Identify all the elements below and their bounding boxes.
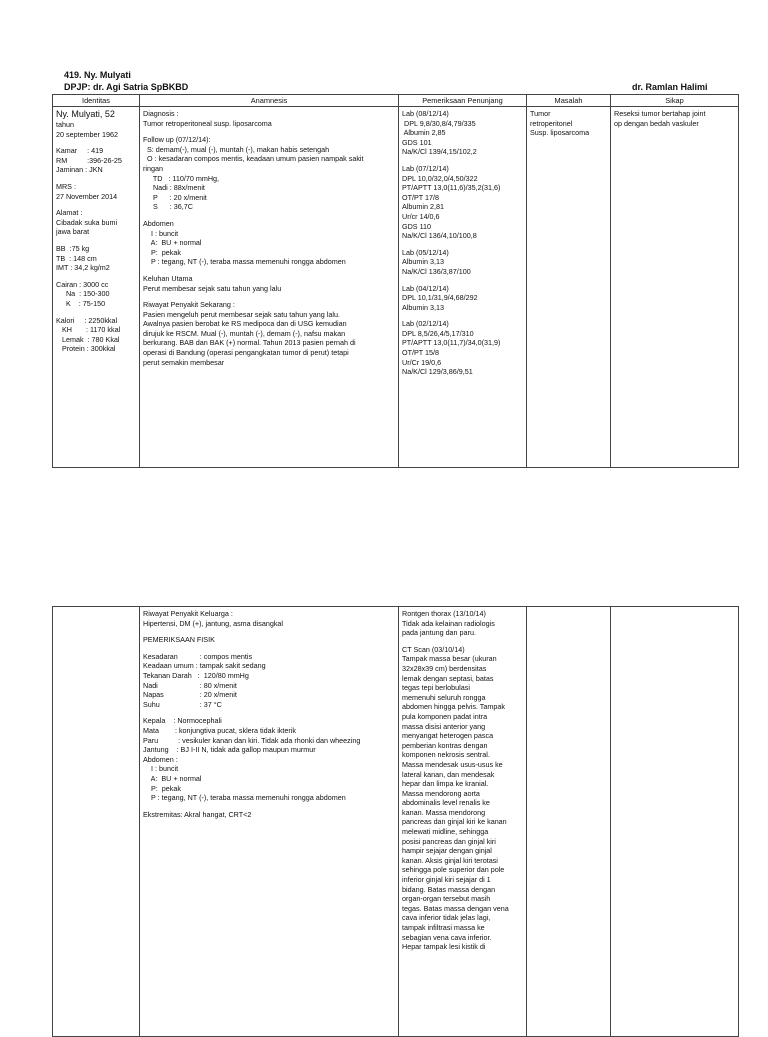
col-penunjang: Pemeriksaan Penunjang [399,95,527,107]
col-sikap: Sikap [611,95,739,107]
text-line: Na/K/Cl 129/3,86/9,51 [402,367,473,377]
text-line: tegas tepi berlobulasi [402,683,470,693]
text-line: Suhu : 37 °C [143,699,222,709]
text-line [143,709,395,716]
text-line: GDS 110 [402,221,432,231]
text-line [143,628,395,635]
text-line: Susp. liposarcoma [530,128,590,138]
text-line: abdomen hingga pelvis. Tampak [402,702,505,712]
text-line: tegas. Batas massa dengan vena [402,903,509,913]
text-line: melewati midline, sehingga [402,827,489,837]
text-line: Albumin 3,13 [402,302,444,312]
text-line: dirujuk ke RSCM. Mual (-), muntah (-), demam (-), nafsu makan [143,328,346,338]
text-line: perut semakin membesar [143,357,225,367]
text-line: menyangat heterogen pasca [402,731,494,741]
text-line [56,175,136,182]
text-line: Rontgen thorax (13/10/14) [402,609,486,618]
text-line: DPL 8,5/26,4/5,17/310 [402,328,474,338]
text-line: organ-organ tersebut masih [402,894,491,904]
text-line: S : 36,7C [143,202,193,212]
text-line: posisi pancreas dan ginjal kiri [402,836,496,846]
penunjang-cell-page2 [399,607,527,1037]
text-line: Cairan : 3000 cc [56,279,109,289]
text-line [143,293,395,300]
text-line: memenuhi seluruh rongga [402,692,486,702]
masalah-cell [527,107,611,468]
text-line: Ur/cr 14/0,6 [402,211,440,221]
text-line: lateral kanan, dan mendesak [402,769,495,779]
text-line: Kepala : Normocephali [143,716,222,726]
text-line: retroperitonel [530,118,573,128]
text-line [402,157,523,164]
masalah-cell-page2 [527,607,611,1037]
text-line: Nadi : 80 x/menit [143,680,237,690]
text-line: TB : 148 cm [56,253,97,263]
text-line: Albumin 3,13 [402,257,444,267]
text-line: Kesadaran : compos mentis [143,651,253,661]
text-line: abdominalis level renalis ke [402,798,490,808]
text-line: Lab (05/12/14) [402,247,449,257]
text-line [143,803,395,810]
text-line: Tekanan Darah : 120/80 mmHg [143,670,249,680]
text-line: tampak infiltrasi massa ke [402,923,485,932]
text-line: Riwayat Penyakit Keluarga : [143,609,233,618]
sikap-cell-page2 [611,607,739,1037]
text-line: IMT : 34,2 kg/m2 [56,263,110,273]
text-line: P : tegang, NT (-), teraba massa memenuhi rongga abdomen [143,793,346,803]
text-line: tahun [56,120,74,129]
text-line: O : kesadaran compos mentis, keadaan umum pasien nampak sakit [143,154,364,164]
header-row [53,95,739,107]
text-line: TD : 110/70 mmHg, [143,173,220,183]
text-line: massa disisi anterior yang [402,721,486,731]
text-line [143,212,395,219]
text-line: Na/K/Cl 136/4,10/100,8 [402,231,477,241]
text-line: Albumin 2,85 [402,128,446,138]
text-line [56,309,136,316]
text-line: Kalori : 2250kkal [56,315,118,325]
text-line: RM :396-26-25 [56,155,122,165]
clinical-table-page2 [52,606,739,1037]
text-line: Abdomen [143,218,174,228]
text-line: Lab (04/12/14) [402,283,449,293]
text-line: lemak dengan septasi, batas [402,673,494,683]
text-line: Diagnosis : [143,109,179,118]
text-line: Massa mendorong aorta [402,788,480,798]
text-line [143,267,395,274]
text-line: A: BU + normal [143,773,202,783]
text-line: PT/APTT 13,0(11,7)/34,0(31,9) [402,338,501,348]
text-line: hepar dan limpa ke kranial. [402,779,489,789]
text-line: pada jantung dan paru. [402,628,476,638]
text-line: Cibadak suka bumi [56,217,118,227]
identitas-lines [56,120,136,354]
sikap-cell [611,107,739,468]
text-line: Lab (08/12/14) [402,109,449,118]
anamnesis-cell [140,107,399,468]
doctor-name: dr. Ramlan Halimi [632,82,708,92]
text-line: P : tegang, NT (-), teraba massa memenuhi rongga abdomen [143,257,346,267]
text-line: Tumor [530,109,551,118]
anamnesis-cell-page2 [140,607,399,1037]
text-line: kanan. Massa mendorong [402,807,486,817]
text-line: Keluhan Utama [143,273,193,283]
text-line: OT/PT 17/8 [402,192,440,202]
text-line: Lab (07/12/14) [402,163,449,173]
text-line: DPL 10,0/32,0/4,50/322 [402,173,478,183]
text-line: inferior ginjal kiri sejajar di 1 [402,875,491,885]
text-line: P: pekak [143,247,181,257]
text-line: Reseksi tumor bertahap joint [614,109,706,118]
text-line: MRS : [56,181,76,191]
text-line: Tidak ada kelainan radiologis [402,618,495,628]
text-line: Lemak : 780 Kkal [56,334,120,344]
col-identitas: Identitas [53,95,140,107]
text-line: Riwayat Penyakit Sekarang : [143,300,235,310]
text-line: sehingga pole superior dan pole [402,865,505,875]
text-line: Lab (02/12/14) [402,319,449,329]
text-line [402,241,523,248]
col-masalah: Masalah [527,95,611,107]
text-line: KH : 1170 kkal [56,325,121,335]
text-line: Na/K/Cl 139/4,15/102,2 [402,147,477,157]
text-line [56,237,136,244]
text-line: bidang. Batas massa dengan [402,884,496,894]
text-line: Abdomen : [143,754,178,764]
text-line: op dengan bedah vaskuler [614,118,699,128]
text-line: berkurang. BAB dan BAK (+) normal. Tahun 2013 pasien pernah di [143,338,356,348]
text-line: Keadaan umum : tampak sakit sedang [143,661,266,671]
text-line: Kamar : 419 [56,146,104,156]
text-line: Napas : 20 x/menit [143,690,237,700]
content-row-page2 [53,607,739,1037]
text-line: Albumin 2,81 [402,202,444,212]
text-line: I : buncit [143,228,179,238]
text-line: cava inferior tidak jelas lagi, [402,913,491,923]
text-line: S: demam(-), mual (-), muntah (-), makan habis setengah [143,144,330,154]
patient-name: Ny. Mulyati, 52 [56,109,115,119]
text-line: Mata : konjungtiva pucat, sklera tidak ikterik [143,725,297,735]
text-line: pancreas dan ginjal kiri ke kanan [402,817,507,827]
text-line: I : buncit [143,764,179,774]
text-line: Jantung : BJ I-II N, tidak ada gallop maupun murmur [143,745,316,755]
text-line: Na/K/Cl 136/3,87/100 [402,266,471,276]
text-line: Alamat : [56,208,83,218]
text-line: 32x28x39 cm) berdensitas [402,663,487,673]
text-line [143,128,395,135]
text-line: Ekstremitas: Akral hangat, CRT<2 [143,809,252,819]
text-line: komponen nekrosis sentral. [402,750,490,760]
text-line: Perut membesar sejak satu tahun yang lalu [143,283,282,293]
text-line: DPL 10,1/31,9/4,68/292 [402,293,478,303]
text-line: 27 November 2014 [56,191,118,201]
text-line [56,273,136,280]
col-anamnesis: Anamnesis [140,95,399,107]
text-line: Na : 150-300 [56,289,110,299]
text-line: jawa barat [56,227,90,237]
text-line: PEMERIKSAAN FISIK [143,635,215,645]
text-line: Ur/Cr 19/0,6 [402,357,442,367]
text-line: pula komponen padat intra [402,711,488,721]
text-line: P : 20 x/menit [143,192,207,202]
text-line: DPL 9,8/30,8/4,79/335 [402,118,476,128]
text-line: Jaminan : JKN [56,165,103,175]
clinical-table-page1 [52,94,739,468]
text-line: Hepar tampak lesi kistik di [402,942,486,952]
text-line: PT/APTT 13,0(11,6)/35,2(31,6) [402,183,501,193]
text-line: Nadi : 88x/menit [143,183,205,193]
text-line: Paru : vesikuler kanan dan kiri. Tidak ada rhonki dan wheezing [143,735,361,745]
identitas-cell [53,107,140,468]
text-line: K : 75-150 [56,298,106,308]
text-line: sebagian vena cava inferior. [402,932,492,942]
text-line: ringan [143,163,163,173]
text-line [56,201,136,208]
text-line: kanan. Aksis ginjal kiri terotasi [402,855,498,865]
text-line: Massa mendesak usus-usus ke [402,759,503,769]
text-line: pemberian kontras dengan [402,740,488,750]
text-line: OT/PT 15/8 [402,348,440,358]
text-line: Tampak massa besar (ukuran [402,654,497,664]
text-line [402,638,523,645]
text-line [402,277,523,284]
text-line: P: pekak [143,783,181,793]
text-line: Hipertensi, DM (+), jantung, asma disangkal [143,618,284,628]
penunjang-cell [399,107,527,468]
text-line: operasi di Bandung (operasi pengangkatan tumor di perut) tetapi [143,348,349,358]
text-line: CT Scan (03/10/14) [402,644,465,654]
text-line [56,139,136,146]
text-line: Tumor retroperitoneal susp. liposarcoma [143,118,272,128]
identitas-cell-page2 [53,607,140,1037]
patient-title: 419. Ny. Mulyati [64,70,131,80]
text-line: 20 september 1962 [56,129,118,139]
text-line: Pasien mengeluh perut membesar sejak satu tahun yang lalu. [143,309,340,319]
text-line: BB :75 kg [56,243,90,253]
text-line: hampir sejajar dengan ginjal [402,846,492,856]
dpjp-line: DPJP: dr. Agi Satria SpBKBD [64,82,189,92]
text-line [402,312,523,319]
text-line: Awalnya pasien berobat ke RS mediросa dan di USG kemudian [143,319,347,329]
text-line: A: BU + normal [143,238,202,248]
text-line: GDS 101 [402,137,432,147]
text-line: Follow up (07/12/14): [143,135,211,145]
text-line [143,645,395,652]
text-line: Protein : 300kkal [56,344,116,354]
content-row [53,107,739,468]
